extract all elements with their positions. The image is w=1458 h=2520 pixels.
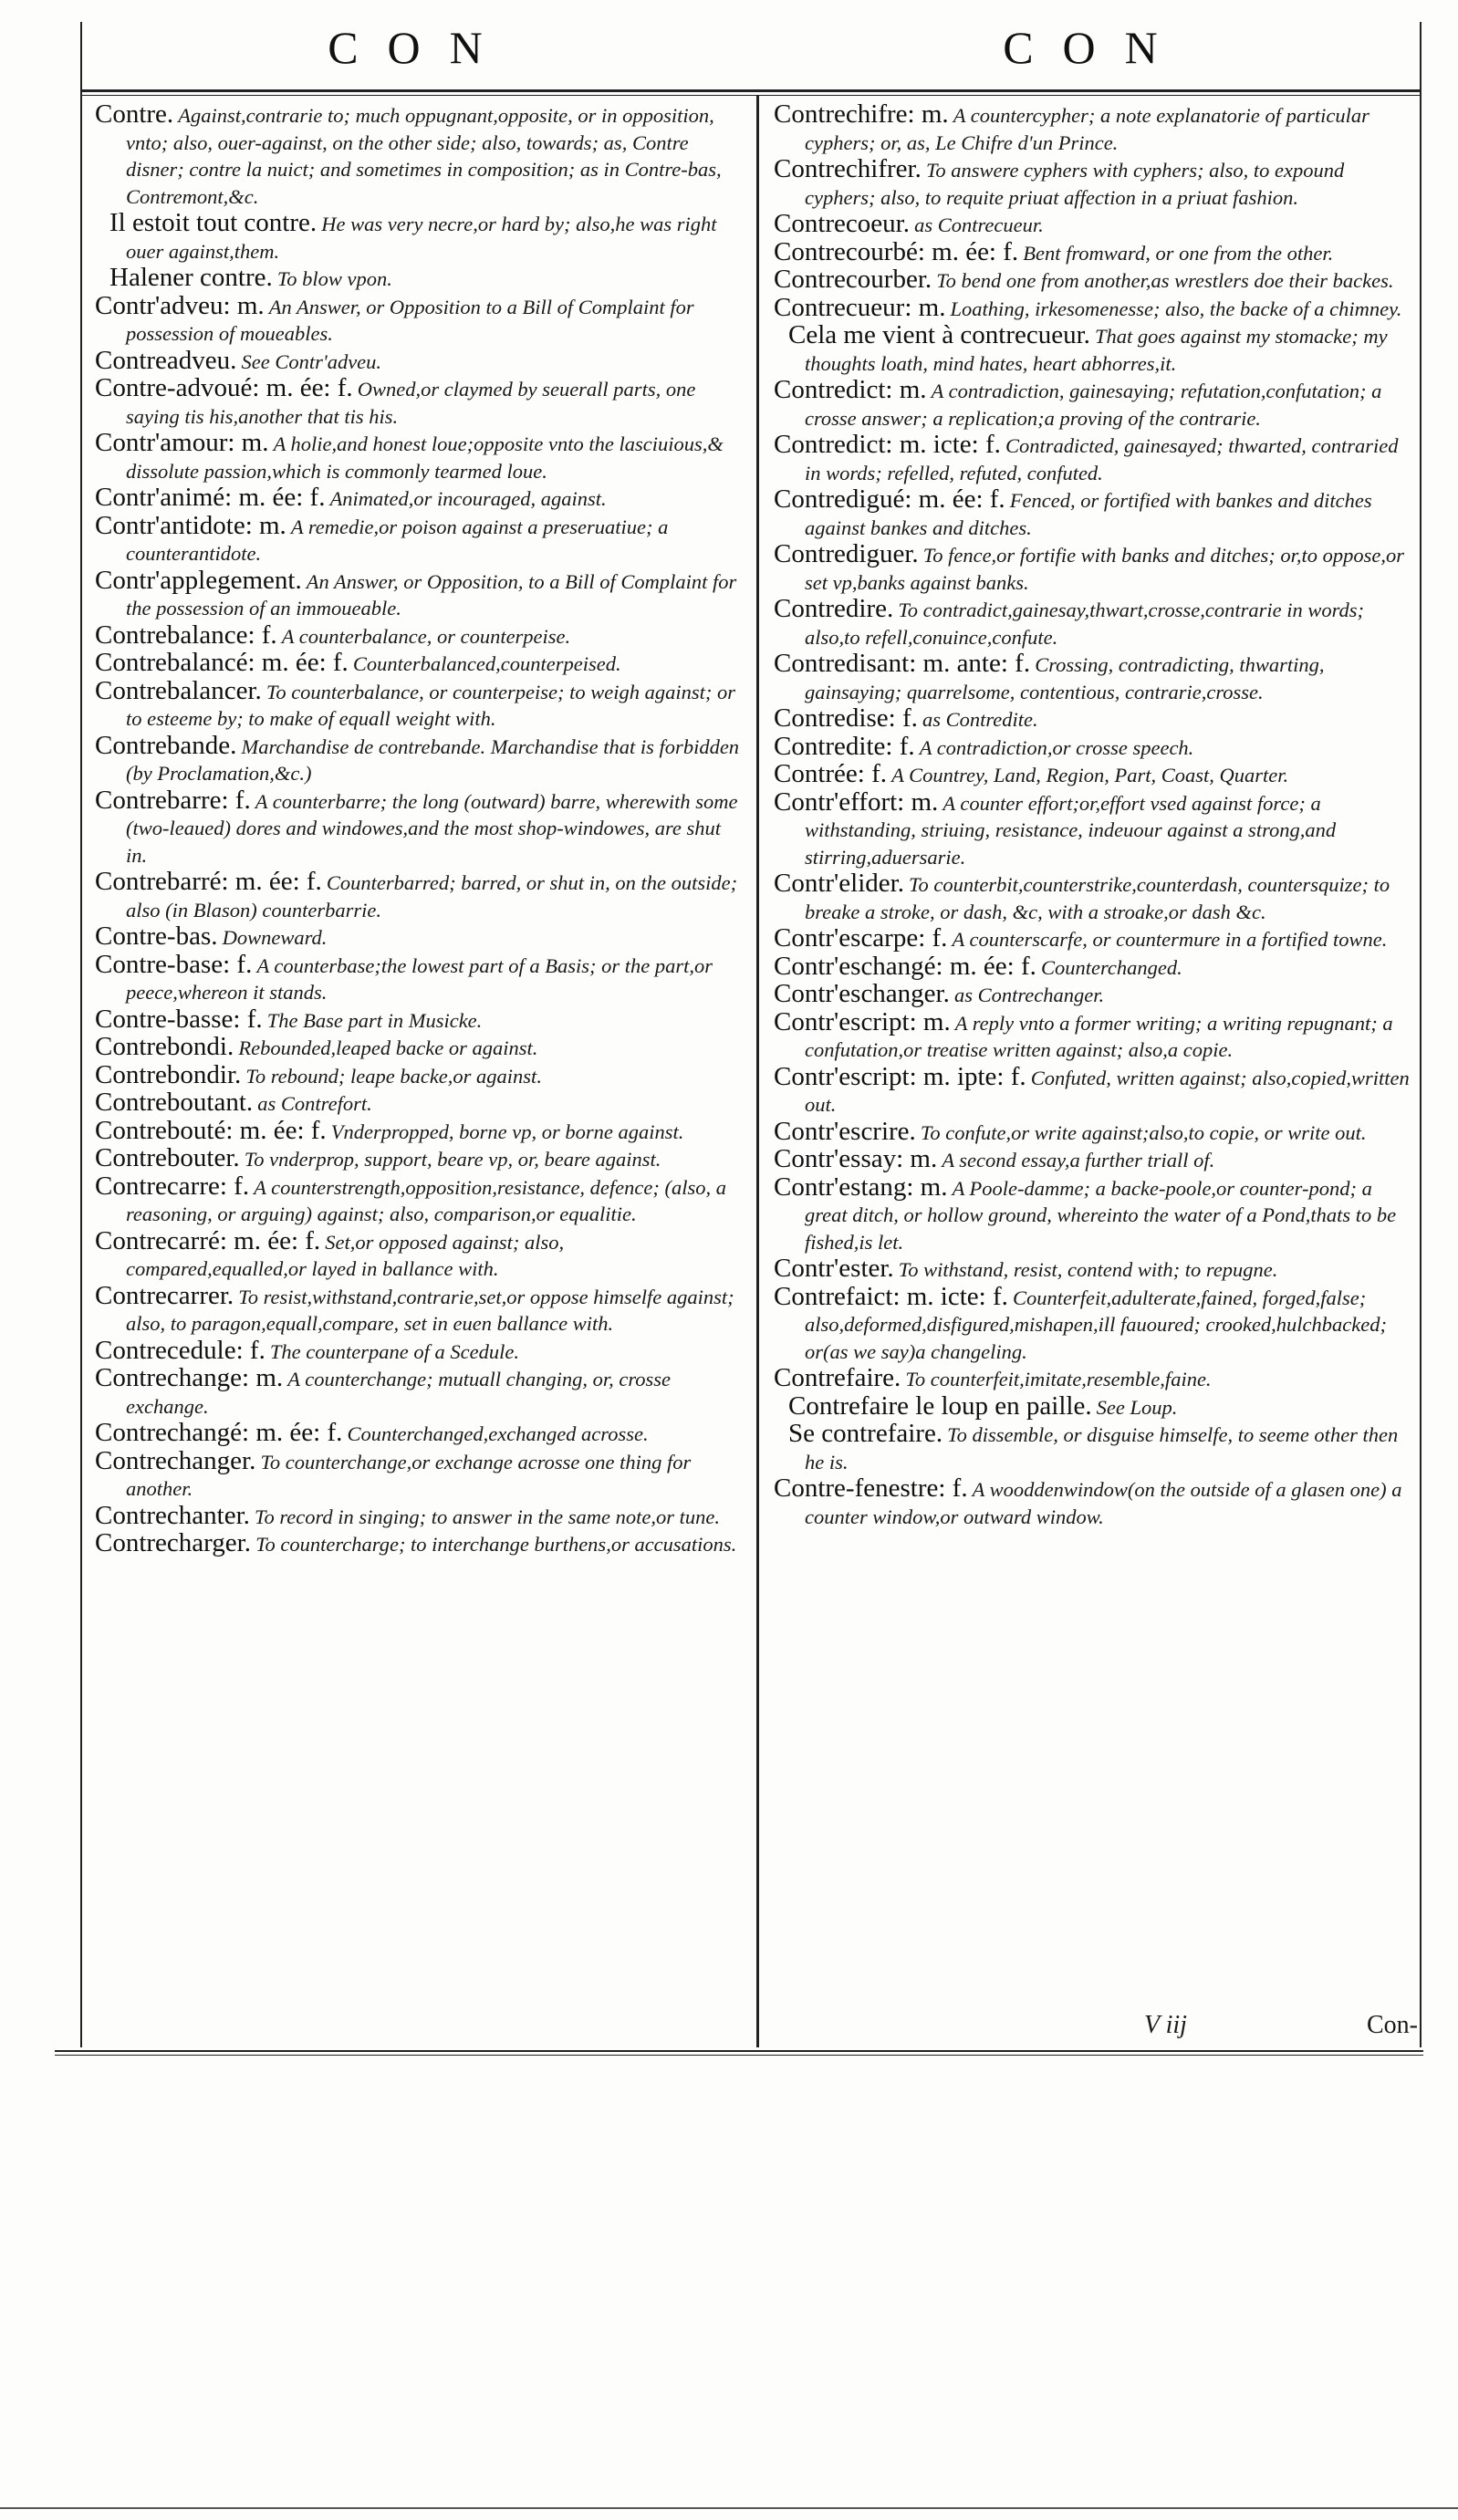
entry-headword: Contrebondir. (95, 1059, 242, 1089)
dictionary-entry (95, 730, 746, 788)
entry-headword: Contredite: f. (774, 731, 915, 761)
entry-definition: Counterbarred; barred, or shut in, on the outside; also (in Blason) counterbarrie. (126, 871, 738, 922)
entry-definition: The counterpane of a Scedule. (269, 1339, 519, 1363)
entry-headword: Contrecueur: m. (774, 292, 946, 322)
page-footer (1144, 2011, 1418, 2047)
entry-definition: Marchandise de contrebande. Marchandise that is forbidden (by Proclamation,&c.) (126, 734, 740, 785)
entry-headword: Il estoit tout contre. (109, 208, 318, 237)
dictionary-entry (774, 1144, 1412, 1175)
entry-headword: Contre-base: f. (95, 949, 253, 979)
entry-definition: To vnderprop, support, beare vp, or, beare against. (244, 1148, 661, 1171)
dictionary-entry (774, 432, 1412, 487)
dictionary-entry (774, 320, 1412, 378)
dictionary-entry (774, 1281, 1412, 1367)
dictionary-entry (774, 375, 1412, 432)
entry-definition: To record in singing; to answer in the same note,or tune. (255, 1505, 721, 1528)
entry-headword: Contrebarré: m. ée: f. (95, 867, 322, 896)
dictionary-entry (95, 373, 746, 431)
entry-definition: A counterchange; mutuall changing, or, crosse exchange. (126, 1368, 671, 1418)
entry-headword: Contrebalance: f. (95, 620, 277, 650)
entry-definition: A holie,and honest loue;opposite vnto the lasciuious,& dissolute passion,which is commonly tearmed loue. (126, 432, 724, 483)
entry-definition: Against,contrarie to; much oppugnant,opposite, or in opposition, vnto; also, ouer-against, on the other side; also, towards; as, Contre disner; contre la nuict; and sometimes in composition; as in Contre-bas, Contremont,&c. (126, 104, 722, 208)
dictionary-entry (95, 1528, 746, 1559)
dictionary-entry (95, 428, 746, 485)
dictionary-entry (95, 1445, 746, 1504)
entry-definition: as Contredite. (922, 708, 1038, 731)
entry-definition: See Loup. (1096, 1395, 1178, 1419)
entry-definition: Counterfeit,adulterate,fained, forged,false; also,deformed,disfigured,mishapen,ill fauoured; crooked,hulchbacked; or(as we say)a changeling. (805, 1286, 1387, 1363)
dictionary-entry (95, 1004, 746, 1036)
entry-headword: Contrechangé: m. ée: f. (95, 1418, 343, 1447)
entry-headword: Contr'eschanger. (774, 979, 950, 1008)
entry-headword: Contr'adveu: m. (95, 290, 265, 320)
entry-definition: Loathing, irkesomenesse; also, the backe of a chimney. (950, 297, 1402, 320)
dictionary-entry (95, 1335, 746, 1367)
entry-headword: Contrefaict: m. icte: f. (774, 1281, 1008, 1311)
dictionary-entry (774, 267, 1412, 296)
entry-headword: Contredire. (774, 594, 894, 623)
entry-headword: Contrechange: m. (95, 1363, 284, 1392)
entry-definition: Fenced, or fortified with bankes and ditches against bankes and ditches. (805, 489, 1372, 539)
dictionary-entry (774, 703, 1412, 734)
entry-headword: Contrechifrer. (774, 154, 922, 183)
entry-headword: Contrecedule: f. (95, 1335, 266, 1365)
entry-definition: A contradiction, gainesaying; refutation,confutation; a crosse answer; a replication;a proving of the contrarie. (805, 380, 1382, 430)
dictionary-entry (774, 1473, 1412, 1531)
entry-definition: Vnderpropped, borne vp, or borne against. (330, 1119, 684, 1143)
entry-headword: Contre-advoué: m. ée: f. (95, 373, 353, 402)
entry-headword: Contr'effort: m. (774, 786, 939, 817)
dictionary-entry (774, 1116, 1412, 1148)
running-head-left: CON (328, 22, 512, 73)
entry-headword: Contrecourber. (774, 265, 932, 294)
entry-headword: Contrefaire le loup en paille. (788, 1390, 1092, 1421)
entry-definition: Rebounded,leaped backe or against. (238, 1036, 538, 1059)
entry-headword: Contrebalancé: m. ée: f. (95, 648, 349, 677)
entry-definition: To rebound; leape backe,or against. (245, 1064, 542, 1088)
entry-headword: Contrecarré: m. ée: f. (95, 1225, 321, 1255)
dictionary-entry (774, 979, 1412, 1010)
dictionary-entry (774, 651, 1412, 706)
dictionary-entry (95, 290, 746, 349)
entry-headword: Contredigué: m. ée: f. (774, 484, 1005, 514)
dictionary-entry (95, 1171, 746, 1229)
entry-headword: Contrecoeur. (774, 209, 910, 238)
entry-definition: To resist,withstand,contrarie,set,or oppose himselfe against; also, to paragon,equall,compare, set in euen ballance with. (126, 1285, 734, 1335)
entry-headword: Contrebondi. (95, 1032, 234, 1061)
entry-headword: Contre-bas. (95, 922, 218, 951)
entry-definition: Confuted, written against; also,copied,written out. (805, 1066, 1410, 1116)
dictionary-entry (95, 1225, 746, 1284)
entry-headword: Contrebande. (95, 730, 237, 760)
entry-definition: Downeward. (222, 926, 328, 949)
entry-definition: A counterbarre; the long (outward) barre, wherewith some (two-leaued) dores and windowes,and the most shop-windowes, are shut in. (126, 789, 738, 867)
entry-definition: A countercypher; a note explanatorie of particular cyphers; or, as, Le Chifre d'un Prince. (805, 104, 1369, 154)
entry-headword: Contrecourbé: m. ée: f. (774, 236, 1019, 266)
entry-definition: To counterbit,counterstrike,counterdash, countersquize; to breake a stroke, or dash, &c, with a stroake,or dash &c. (805, 873, 1390, 923)
dictionary-entry (774, 1061, 1412, 1119)
entry-definition: To withstand, resist, contend with; to repugne. (898, 1258, 1278, 1281)
entry-headword: Contrebarre: f. (95, 785, 251, 815)
dictionary-entry (774, 99, 1412, 157)
dictionary-entry (774, 951, 1412, 983)
entry-definition: To bend one from another,as wrestlers doe their backes. (936, 269, 1394, 292)
dictionary-entry (95, 675, 746, 734)
entry-headword: Contr'antidote: m. (95, 510, 286, 540)
page-edge-rule (0, 2507, 1458, 2509)
dictionary-entry (95, 99, 746, 211)
entry-headword: Cela me vient à contrecueur. (788, 320, 1090, 349)
dictionary-entry (95, 1280, 746, 1338)
left-column (95, 99, 746, 1559)
entry-definition: To contradict,gainesay,thwart,crosse,contrarie in words; also,to refell,conuince,confute. (805, 599, 1364, 649)
entry-headword: Contrefaire. (774, 1363, 901, 1392)
entry-definition: Set,or opposed against; also, compared,equalled,or layed in ballance with. (126, 1230, 565, 1280)
dictionary-entry (774, 209, 1412, 240)
entry-definition: Bent fromward, or one from the other. (1023, 241, 1334, 265)
dictionary-entry (95, 1059, 746, 1091)
entry-definition: Contradicted, gainesayed; thwarted, contraried in words; refelled, refuted, confuted. (805, 434, 1399, 484)
entry-definition: He was very necre,or hard by; also,he was right ouer against,them. (126, 213, 717, 263)
top-rule-thin (80, 95, 1422, 96)
entry-headword: Contr'escript: m. (774, 1006, 951, 1036)
entry-definition: A reply vnto a former writing; a writing repugnant; a confutation,or treatise written against; also,a copie. (805, 1011, 1393, 1061)
dictionary-entry (774, 759, 1412, 790)
dictionary-entry (95, 485, 746, 514)
dictionary-entry (774, 923, 1412, 954)
dictionary-entry (774, 236, 1412, 268)
dictionary-entry (95, 924, 746, 953)
dictionary-entry (95, 1032, 746, 1063)
entry-headword: Contr'essay: m. (774, 1144, 938, 1173)
dictionary-entry (774, 731, 1412, 763)
entry-definition: as Contrechanger. (953, 984, 1105, 1006)
signature-mark: V iij (1144, 2011, 1187, 2039)
dictionary-entry (774, 1421, 1412, 1476)
entry-definition: A counter effort;or,effort vsed against force; a withstanding, striuing, resistance, indeuour against a strong,and stirring,aduersarie. (805, 791, 1337, 869)
dictionary-entry (95, 785, 746, 870)
entry-definition: To answere cyphers with cyphers; also, to expound cyphers; also, to requite priuat affection in a priuat fashion. (805, 159, 1345, 209)
entry-definition: Counterbalanced,counterpeised. (352, 652, 621, 675)
entry-headword: Contrediguer. (774, 539, 919, 568)
entry-definition: A second essay,a further triall of. (942, 1149, 1215, 1171)
entry-definition: See Contr'adveu. (241, 349, 382, 373)
entry-headword: Contredict: m. (774, 375, 927, 404)
entry-headword: Contrecarre: f. (95, 1171, 250, 1201)
dictionary-entry (95, 620, 746, 651)
entry-headword: Contrecharger. (95, 1528, 251, 1557)
entry-definition: The Base part in Musicke. (266, 1008, 483, 1032)
entry-definition: To blow vpon. (276, 267, 392, 290)
dictionary-entry (774, 1006, 1412, 1065)
entry-headword: Contre. (95, 99, 174, 129)
top-rule (80, 89, 1422, 92)
entry-headword: Contredict: m. icte: f. (774, 430, 1001, 459)
entry-headword: Contr'elider. (774, 869, 904, 898)
entry-definition: An Answer, or Opposition, to a Bill of Complaint for the possession of an immoueable. (126, 569, 737, 620)
entry-headword: Contr'eschangé: m. ée: f. (774, 951, 1036, 981)
entry-definition: To counterchange,or exchange acrosse one thing for another. (126, 1450, 692, 1500)
dictionary-entry (774, 871, 1412, 926)
entry-headword: Contrée: f. (774, 759, 888, 788)
dictionary-entry (774, 594, 1412, 651)
entry-definition: as Contrefort. (257, 1092, 372, 1115)
right-border-rule (1420, 22, 1422, 2047)
bottom-rule (55, 2050, 1423, 2052)
entry-headword: Contr'estang: m. (774, 1171, 948, 1202)
entry-definition: To dissemble, or disguise himselfe, to seeme other then he is. (805, 1423, 1399, 1473)
entry-headword: Halener contre. (109, 263, 273, 292)
entry-headword: Contr'escrire. (774, 1116, 916, 1146)
dictionary-entry (95, 867, 746, 924)
entry-definition: A contradiction,or crosse speech. (919, 735, 1194, 759)
dictionary-entry (774, 1390, 1412, 1422)
entry-definition: A wooddenwindow(on the outside of a glasen one) a counter window,or outward window. (805, 1478, 1402, 1528)
dictionary-entry (95, 949, 746, 1007)
entry-definition: Animated,or incouraged, against. (329, 487, 607, 510)
entry-definition: A remedie,or poison against a preseruatiue; a counterantidote. (126, 515, 669, 565)
dictionary-entry (95, 1090, 746, 1119)
entry-definition: To countercharge; to interchange burthens,or accusations. (255, 1533, 737, 1556)
entry-headword: Contr'animé: m. ée: f. (95, 483, 326, 512)
entry-definition: To confute,or write against;also,to copie, or write out. (920, 1120, 1367, 1144)
entry-definition: Crossing, contradicting, thwarting, gainsaying; quarrelsome, contentious, contrarie,crosse. (805, 653, 1325, 703)
entry-headword: Contr'amour: m. (95, 428, 269, 457)
dictionary-entry (95, 565, 746, 623)
entry-definition: To counterfeit,imitate,resemble,faine. (905, 1368, 1212, 1390)
entry-definition: A Poole-damme; a backe-poole,or counter-pond; a great ditch, or hollow ground, whereinto the water of a Pond,thats to be fished,is let. (805, 1176, 1397, 1254)
entry-headword: Contr'applegement. (95, 565, 302, 595)
entry-headword: Contrebouter. (95, 1143, 240, 1172)
entry-definition: A counterscarfe, or countermure in a fortified towne. (952, 928, 1388, 951)
column-divider (756, 95, 759, 2047)
entry-headword: Contrebalancer. (95, 675, 262, 705)
dictionary-entry (774, 154, 1412, 212)
entry-headword: Contrechanter. (95, 1500, 250, 1530)
catchword: Con- (1367, 2011, 1418, 2039)
dictionary-entry (95, 345, 746, 377)
entry-headword: Contr'escarpe: f. (774, 923, 948, 953)
dictionary-entry (774, 1256, 1412, 1285)
entry-headword: Contrebouté: m. ée: f. (95, 1115, 327, 1145)
entry-headword: Contre-basse: f. (95, 1004, 263, 1034)
entry-definition: Counterchanged,exchanged acrosse. (347, 1422, 649, 1445)
dictionary-entry (95, 1418, 746, 1449)
dictionary-entry (774, 484, 1412, 542)
dictionary-entry (95, 263, 746, 294)
dictionary-entry (95, 1363, 746, 1421)
entry-definition: That goes against my stomacke; my thoughts loath, mind hates, heart abhorres,it. (805, 325, 1388, 375)
entry-definition: Owned,or claymed by seuerall parts, one saying tis his,another that tis his. (126, 378, 696, 428)
dictionary-entry (95, 1115, 746, 1147)
entry-headword: Contr'ester. (774, 1254, 894, 1283)
entry-headword: Contredise: f. (774, 703, 918, 733)
left-border-rule (80, 22, 82, 2047)
entry-headword: Se contrefaire. (788, 1419, 943, 1448)
entry-headword: Contredisant: m. ante: f. (774, 649, 1031, 678)
dictionary-entry (774, 1171, 1412, 1257)
running-head-right: CON (1003, 22, 1187, 73)
entry-definition: To counterbalance, or counterpeise; to weigh against; or to esteeme by; to make of equall weight with. (126, 680, 735, 730)
entry-headword: Contreadveu. (95, 345, 237, 375)
dictionary-entry (95, 648, 746, 679)
dictionary-entry (774, 539, 1412, 597)
entry-headword: Contrechanger. (95, 1445, 256, 1475)
entry-headword: Contr'escript: m. ipte: f. (774, 1061, 1026, 1091)
entry-definition: A counterbalance, or counterpeise. (281, 624, 571, 648)
dictionary-entry (95, 208, 746, 266)
dictionary-entry (95, 510, 746, 568)
entry-definition: To fence,or fortifie with banks and ditches; or,to oppose,or set vp,banks against banks. (805, 544, 1405, 594)
entry-definition: Counterchanged. (1040, 955, 1182, 979)
dictionary-entry (774, 1363, 1412, 1394)
entry-definition: An Answer, or Opposition to a Bill of Complaint for possession of moueables. (126, 295, 694, 345)
dictionary-entry (774, 786, 1412, 872)
entry-definition: A counterstrength,opposition,resistance, defence; (also, a reasoning, or arguing) against; also, comparison,or equalitie. (126, 1175, 727, 1225)
bottom-rule-thin (55, 2055, 1423, 2056)
entry-definition: A counterbase;the lowest part of a Basis; or the part,or peece,whereon it stands. (126, 953, 713, 1004)
entry-headword: Contrechifre: m. (774, 99, 949, 129)
entry-headword: Contrecarrer. (95, 1280, 234, 1310)
dictionary-entry (95, 1143, 746, 1174)
dictionary-entry (95, 1500, 746, 1532)
dictionary-entry (774, 292, 1412, 324)
entry-headword: Contre-fenestre: f. (774, 1473, 968, 1503)
entry-definition: as Contrecueur. (914, 213, 1044, 236)
right-column (774, 99, 1412, 1531)
entry-headword: Contreboutant. (95, 1088, 254, 1117)
entry-definition: A Countrey, Land, Region, Part, Coast, Quarter. (891, 764, 1289, 786)
